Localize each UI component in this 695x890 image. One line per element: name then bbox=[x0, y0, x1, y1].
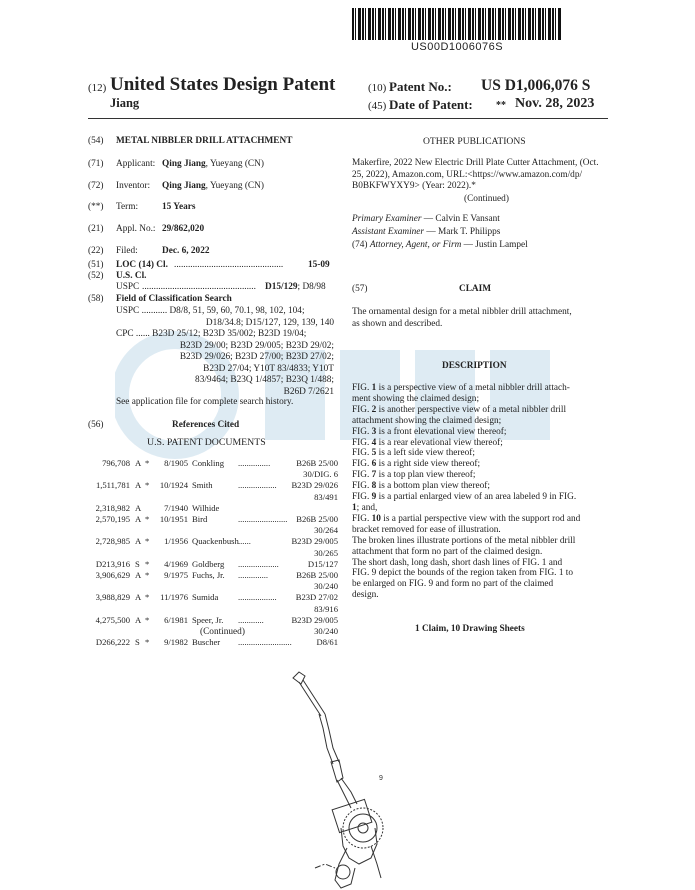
uspc-dots: ................................................. bbox=[142, 282, 256, 292]
description-fragment: FIG. bbox=[352, 448, 372, 459]
description-fragment: is a top plan view thereof; bbox=[376, 470, 476, 481]
reference-dots: ...... bbox=[238, 536, 251, 547]
reference-no: 3,906,629 bbox=[95, 569, 130, 580]
description-line bbox=[352, 558, 608, 569]
reference-dots: .................. bbox=[238, 480, 277, 491]
code-58: (58) bbox=[88, 294, 104, 304]
description-fragment: FIG. bbox=[352, 426, 372, 437]
description-line bbox=[352, 416, 608, 427]
description-fragment: 7 bbox=[371, 470, 377, 481]
reference-name: Conkling bbox=[192, 458, 224, 468]
filed-label: Filed: bbox=[116, 246, 138, 256]
field-line: B23D 29/00; B23D 29/005; B23D 29/02; bbox=[179, 340, 334, 351]
reference-date: 4/1969 bbox=[164, 558, 188, 569]
description-fragment: FIG. bbox=[352, 383, 372, 393]
reference-no: D266,222 bbox=[95, 637, 130, 648]
description-fragment: bracket removed for ease of illustration. bbox=[352, 524, 501, 535]
inventor-label: Inventor: bbox=[116, 181, 151, 191]
reference-date: 8/1905 bbox=[164, 458, 188, 468]
reference-dots: .................. bbox=[238, 592, 277, 603]
description-line bbox=[352, 503, 608, 514]
claim-text bbox=[352, 307, 572, 330]
patent-no-label: Patent No.: bbox=[389, 79, 452, 94]
primary-examiner bbox=[352, 214, 500, 226]
claim-line: as shown and described. bbox=[352, 318, 443, 329]
publication-line: Makerfire, 2022 New Electric Drill Plate Cutter Attachment, (Oct. bbox=[352, 158, 599, 168]
filed-date: Dec. 6, 2022 bbox=[162, 246, 210, 256]
reference-row bbox=[88, 458, 338, 480]
reference-star: * bbox=[145, 480, 150, 491]
field-line: 83/9464; B23Q 1/4857; B23Q 1/488; bbox=[195, 375, 334, 385]
description-fragment: ; and, bbox=[356, 502, 378, 513]
description-fragment: The short dash, long dash, short dash lines of FIG. 1 and bbox=[352, 557, 563, 568]
date-mark: ** bbox=[496, 100, 506, 111]
publication-line: 25, 2022), Amazon.com, URL:<https://www.amazon.com/dp/ bbox=[352, 169, 583, 180]
publication-lines bbox=[352, 158, 608, 193]
description-fragment: 9 bbox=[371, 492, 377, 503]
reference-row bbox=[88, 503, 338, 514]
description-fragment: FIG. bbox=[352, 470, 372, 481]
reference-row bbox=[88, 559, 338, 570]
reference-date: 7/1940 bbox=[164, 502, 188, 513]
reference-cls: D8/61 bbox=[316, 637, 338, 648]
code-56: (56) bbox=[88, 420, 104, 430]
reference-cls2: 83/916 bbox=[314, 603, 338, 614]
description-line bbox=[352, 438, 608, 449]
reference-row bbox=[88, 637, 338, 648]
inventor-location: , Yueyang (CN) bbox=[205, 181, 264, 191]
description-fragment: is a bottom plan view thereof; bbox=[376, 481, 490, 492]
description-fragment: is a perspective view of a metal nibbler drill attach- bbox=[376, 383, 570, 393]
description-text bbox=[352, 383, 608, 601]
reference-cls: B26B 25/00 bbox=[296, 458, 338, 468]
reference-dots: ......................... bbox=[238, 637, 292, 648]
description-fragment: 1 bbox=[352, 502, 357, 513]
reference-cls2: 30/240 bbox=[314, 581, 338, 592]
code-71: (71) bbox=[88, 159, 104, 169]
description-fragment: is a left side view thereof; bbox=[376, 448, 475, 459]
see-application-note: See application file for complete search history. bbox=[116, 397, 294, 407]
reference-cls: B23D 29/005 bbox=[291, 536, 338, 547]
reference-no: 2,318,982 bbox=[95, 502, 130, 513]
description-fragment: design. bbox=[352, 590, 379, 601]
description-fragment: 5 bbox=[371, 448, 377, 459]
description-line bbox=[352, 459, 608, 470]
description-fragment: 6 bbox=[371, 459, 377, 470]
description-fragment: FIG. bbox=[352, 492, 372, 503]
field-line: B23D 29/026; B23D 27/00; B23D 27/02; bbox=[179, 352, 334, 362]
reference-name: Buscher bbox=[192, 637, 221, 648]
reference-k: A bbox=[135, 513, 142, 524]
reference-cls2: 30/DIG. 6 bbox=[303, 469, 338, 480]
assistant-examiner-label: Assistant Examiner bbox=[352, 227, 425, 237]
reference-name: Wilhide bbox=[192, 502, 220, 513]
reference-row bbox=[88, 536, 338, 558]
description-fragment: The broken lines illustrate portions of the metal nibbler drill bbox=[352, 535, 576, 546]
description-fragment: attachment showing the claimed design; bbox=[352, 415, 502, 426]
reference-row bbox=[88, 514, 338, 536]
description-line bbox=[352, 514, 608, 525]
description-fragment: is a rear elevational view thereof; bbox=[376, 437, 503, 448]
description-fragment: is a right side view thereof; bbox=[376, 459, 481, 470]
reference-no: D213,916 bbox=[95, 558, 130, 569]
barcode bbox=[352, 8, 562, 40]
other-publications-title: OTHER PUBLICATIONS bbox=[423, 136, 526, 147]
code-74: (74) bbox=[352, 240, 368, 250]
reference-row bbox=[88, 592, 338, 614]
applicant-label: Applicant: bbox=[116, 159, 156, 169]
field-line: D18/34.8; D15/127, 129, 139, 140 bbox=[205, 317, 334, 328]
inventor bbox=[162, 181, 264, 193]
field-search-label: Field of Classification Search bbox=[116, 294, 232, 304]
uspc-primary: D15/129 bbox=[265, 282, 298, 292]
description-fragment: is another perspective view of a metal nibbler drill bbox=[376, 404, 567, 415]
description-fragment: 10 bbox=[371, 513, 381, 524]
inventor-name: Qing Jiang bbox=[162, 181, 206, 191]
code-54: (54) bbox=[88, 136, 104, 146]
reference-no: 4,275,500 bbox=[95, 614, 130, 625]
description-line bbox=[352, 427, 608, 438]
description-line bbox=[352, 579, 608, 590]
reference-name: Sumida bbox=[192, 592, 219, 603]
applicant bbox=[162, 159, 264, 171]
description-fragment: attachment that form no part of the claimed design. bbox=[352, 546, 543, 557]
reference-star: * bbox=[145, 558, 150, 569]
reference-star: * bbox=[145, 569, 150, 580]
reference-no: 1,511,781 bbox=[95, 480, 130, 491]
description-fragment: FIG. bbox=[352, 404, 372, 415]
appl-label: Appl. No.: bbox=[116, 224, 156, 234]
description-line bbox=[352, 383, 608, 394]
reference-row bbox=[88, 480, 338, 502]
reference-star: * bbox=[145, 513, 150, 524]
attorney bbox=[352, 240, 528, 252]
references-title: References Cited bbox=[172, 420, 240, 430]
applicant-location: , Yueyang (CN) bbox=[205, 159, 264, 169]
reference-k: A bbox=[135, 592, 142, 603]
reference-name: Smith bbox=[192, 480, 213, 491]
reference-name: Bird bbox=[192, 513, 208, 524]
reference-cls2: 30/265 bbox=[314, 547, 338, 558]
reference-k: A bbox=[135, 480, 142, 491]
reference-k: S bbox=[135, 637, 140, 648]
reference-name: Fuchs, Jr. bbox=[192, 569, 225, 580]
description-fragment: FIG. bbox=[352, 459, 372, 470]
description-line bbox=[352, 568, 608, 579]
description-fragment: 1 bbox=[371, 383, 377, 393]
uspc-label: USPC bbox=[116, 282, 140, 292]
claim-title: CLAIM bbox=[459, 284, 492, 294]
reference-dots: ............ bbox=[238, 614, 264, 625]
code-45: (45) bbox=[368, 100, 387, 112]
barcode-number: US00D1006076S bbox=[410, 41, 504, 53]
attorney-name: — Justin Lampel bbox=[461, 240, 528, 250]
reference-cls: B26B 25/00 bbox=[296, 569, 338, 580]
description-fragment: 2 bbox=[371, 404, 377, 415]
description-fragment: is a partial enlarged view of an area labeled 9 in FIG. bbox=[376, 492, 577, 503]
reference-no: 3,988,829 bbox=[95, 592, 130, 603]
reference-star: * bbox=[145, 592, 150, 603]
reference-name: Goldberg bbox=[192, 558, 225, 569]
code-12: (12) bbox=[88, 82, 107, 94]
reference-no: 2,728,985 bbox=[95, 536, 130, 547]
description-line bbox=[352, 405, 608, 416]
reference-k: A bbox=[135, 502, 142, 513]
reference-k: A bbox=[135, 458, 142, 468]
reference-dots: ....................... bbox=[238, 513, 288, 524]
reference-no: 796,708 bbox=[102, 458, 130, 468]
reference-star: * bbox=[145, 458, 150, 468]
header-rule bbox=[88, 118, 608, 119]
reference-dots: ................... bbox=[238, 558, 279, 569]
reference-date: 10/1924 bbox=[159, 480, 188, 491]
patent-number: US D1,006,076 S bbox=[481, 77, 591, 94]
primary-examiner-name: — Calvin E Vansant bbox=[421, 214, 500, 224]
description-line bbox=[352, 547, 608, 558]
assistant-examiner bbox=[352, 227, 500, 239]
reference-cls2: 83/491 bbox=[314, 491, 338, 502]
reference-cls: B23D 29/005 bbox=[291, 614, 338, 625]
description-line bbox=[352, 470, 608, 481]
term-label: Term: bbox=[116, 202, 139, 212]
attorney-label: Attorney, Agent, or Firm bbox=[369, 240, 462, 250]
code-22: (22) bbox=[88, 246, 104, 256]
code-51: (51) bbox=[88, 260, 104, 270]
claim-line: The ornamental design for a metal nibbler drill attachment, bbox=[352, 307, 572, 317]
reference-date: 6/1981 bbox=[164, 614, 188, 625]
code-72: (72) bbox=[88, 181, 104, 191]
reference-date: 1/1956 bbox=[164, 536, 188, 547]
code-21: (21) bbox=[88, 224, 104, 234]
field-line: B26D 7/2621 bbox=[283, 386, 334, 397]
field-line: CPC ...... B23D 25/12; B23D 35/002; B23D 19/04; bbox=[116, 329, 307, 339]
code-10: (10) bbox=[368, 82, 387, 94]
description-line bbox=[352, 536, 608, 547]
reference-dots: ............... bbox=[238, 458, 271, 468]
design-title: METAL NIBBLER DRILL ATTACHMENT bbox=[116, 136, 293, 146]
description-fragment: FIG. 9 depict the bounds of the region taken from FIG. 1 to bbox=[352, 568, 574, 579]
description-line bbox=[352, 590, 608, 601]
code-term: (**) bbox=[88, 202, 104, 212]
claims-summary: 1 Claim, 10 Drawing Sheets bbox=[415, 624, 525, 634]
reference-k: A bbox=[135, 536, 142, 547]
document-title: United States Design Patent bbox=[110, 74, 336, 95]
description-fragment: 3 bbox=[371, 426, 377, 437]
reference-no: 2,570,195 bbox=[95, 513, 130, 524]
field-line: USPC ........... D8/8, 51, 59, 60, 70.1, 98, 102, 104; bbox=[116, 306, 305, 316]
references-continued: (Continued) bbox=[200, 627, 245, 637]
reference-star: * bbox=[145, 637, 150, 648]
description-fragment: FIG. bbox=[352, 437, 372, 448]
figure-label: 9 bbox=[379, 775, 383, 782]
uspc-values bbox=[265, 282, 326, 294]
reference-star: * bbox=[145, 536, 150, 547]
drawing-figure bbox=[285, 668, 395, 890]
description-line bbox=[352, 492, 608, 503]
uspc-secondary: ; D8/98 bbox=[297, 282, 326, 292]
description-fragment: ment showing the claimed design; bbox=[352, 393, 480, 404]
reference-date: 9/1975 bbox=[164, 569, 188, 580]
field-line: B23D 27/04; Y10T 83/4833; Y10T bbox=[203, 363, 334, 374]
reference-date: 10/1951 bbox=[159, 513, 188, 524]
primary-examiner-label: Primary Examiner bbox=[352, 214, 422, 224]
reference-date: 11/1976 bbox=[160, 592, 188, 603]
description-line bbox=[352, 481, 608, 492]
reference-name: Quackenbush bbox=[192, 536, 239, 547]
reference-cls: B23D 27/02 bbox=[295, 592, 338, 603]
description-fragment: is a partial perspective view with the support rod and bbox=[380, 513, 581, 524]
description-fragment: is a front elevational view thereof; bbox=[376, 426, 507, 437]
date-label: Date of Patent: bbox=[389, 97, 473, 112]
references-list bbox=[88, 458, 338, 648]
reference-k: A bbox=[135, 569, 142, 580]
code-52: (52) bbox=[88, 271, 104, 281]
patent-date: Nov. 28, 2023 bbox=[515, 96, 595, 111]
term-value: 15 Years bbox=[162, 202, 196, 212]
loc-label: LOC (14) Cl. bbox=[116, 260, 168, 270]
header-inventor: Jiang bbox=[110, 96, 140, 110]
reference-cls2: 30/264 bbox=[314, 525, 338, 536]
reference-dots: .............. bbox=[238, 569, 269, 580]
loc-value: 15-09 bbox=[308, 260, 330, 270]
reference-name: Speer, Jr. bbox=[192, 614, 224, 625]
applicant-name: Qing Jiang bbox=[162, 159, 206, 169]
reference-cls2: 30/240 bbox=[314, 625, 338, 636]
reference-star: * bbox=[145, 614, 150, 625]
us-patent-documents-title: U.S. PATENT DOCUMENTS bbox=[147, 437, 266, 448]
code-57: (57) bbox=[352, 284, 368, 294]
appl-number: 29/862,020 bbox=[162, 224, 205, 234]
publication-line: B0BKFWYXY9> (Year: 2022).* bbox=[352, 181, 476, 191]
field-search-lines bbox=[116, 306, 334, 398]
reference-row bbox=[88, 570, 338, 592]
loc-dots: ............................................... bbox=[174, 260, 284, 270]
reference-date: 9/1982 bbox=[164, 637, 188, 648]
description-fragment: FIG. bbox=[352, 513, 372, 524]
description-fragment: 4 bbox=[371, 437, 377, 448]
description-line bbox=[352, 394, 608, 405]
reference-k: A bbox=[135, 614, 142, 625]
description-fragment: FIG. bbox=[352, 481, 372, 492]
reference-cls: B26B 25/00 bbox=[296, 513, 338, 524]
reference-cls: B23D 29/026 bbox=[291, 480, 338, 491]
description-fragment: 8 bbox=[371, 481, 377, 492]
assistant-examiner-name: — Mark T. Philipps bbox=[424, 227, 501, 237]
us-cl-label: U.S. Cl. bbox=[116, 271, 147, 281]
description-fragment: be enlarged on FIG. 9 and form no part of the claimed bbox=[352, 579, 554, 590]
description-line bbox=[352, 448, 608, 459]
description-line bbox=[352, 525, 608, 536]
reference-cls: D15/127 bbox=[307, 558, 338, 569]
description-title: DESCRIPTION bbox=[442, 361, 507, 371]
reference-k: S bbox=[135, 558, 140, 569]
publications-continued: (Continued) bbox=[464, 194, 509, 204]
